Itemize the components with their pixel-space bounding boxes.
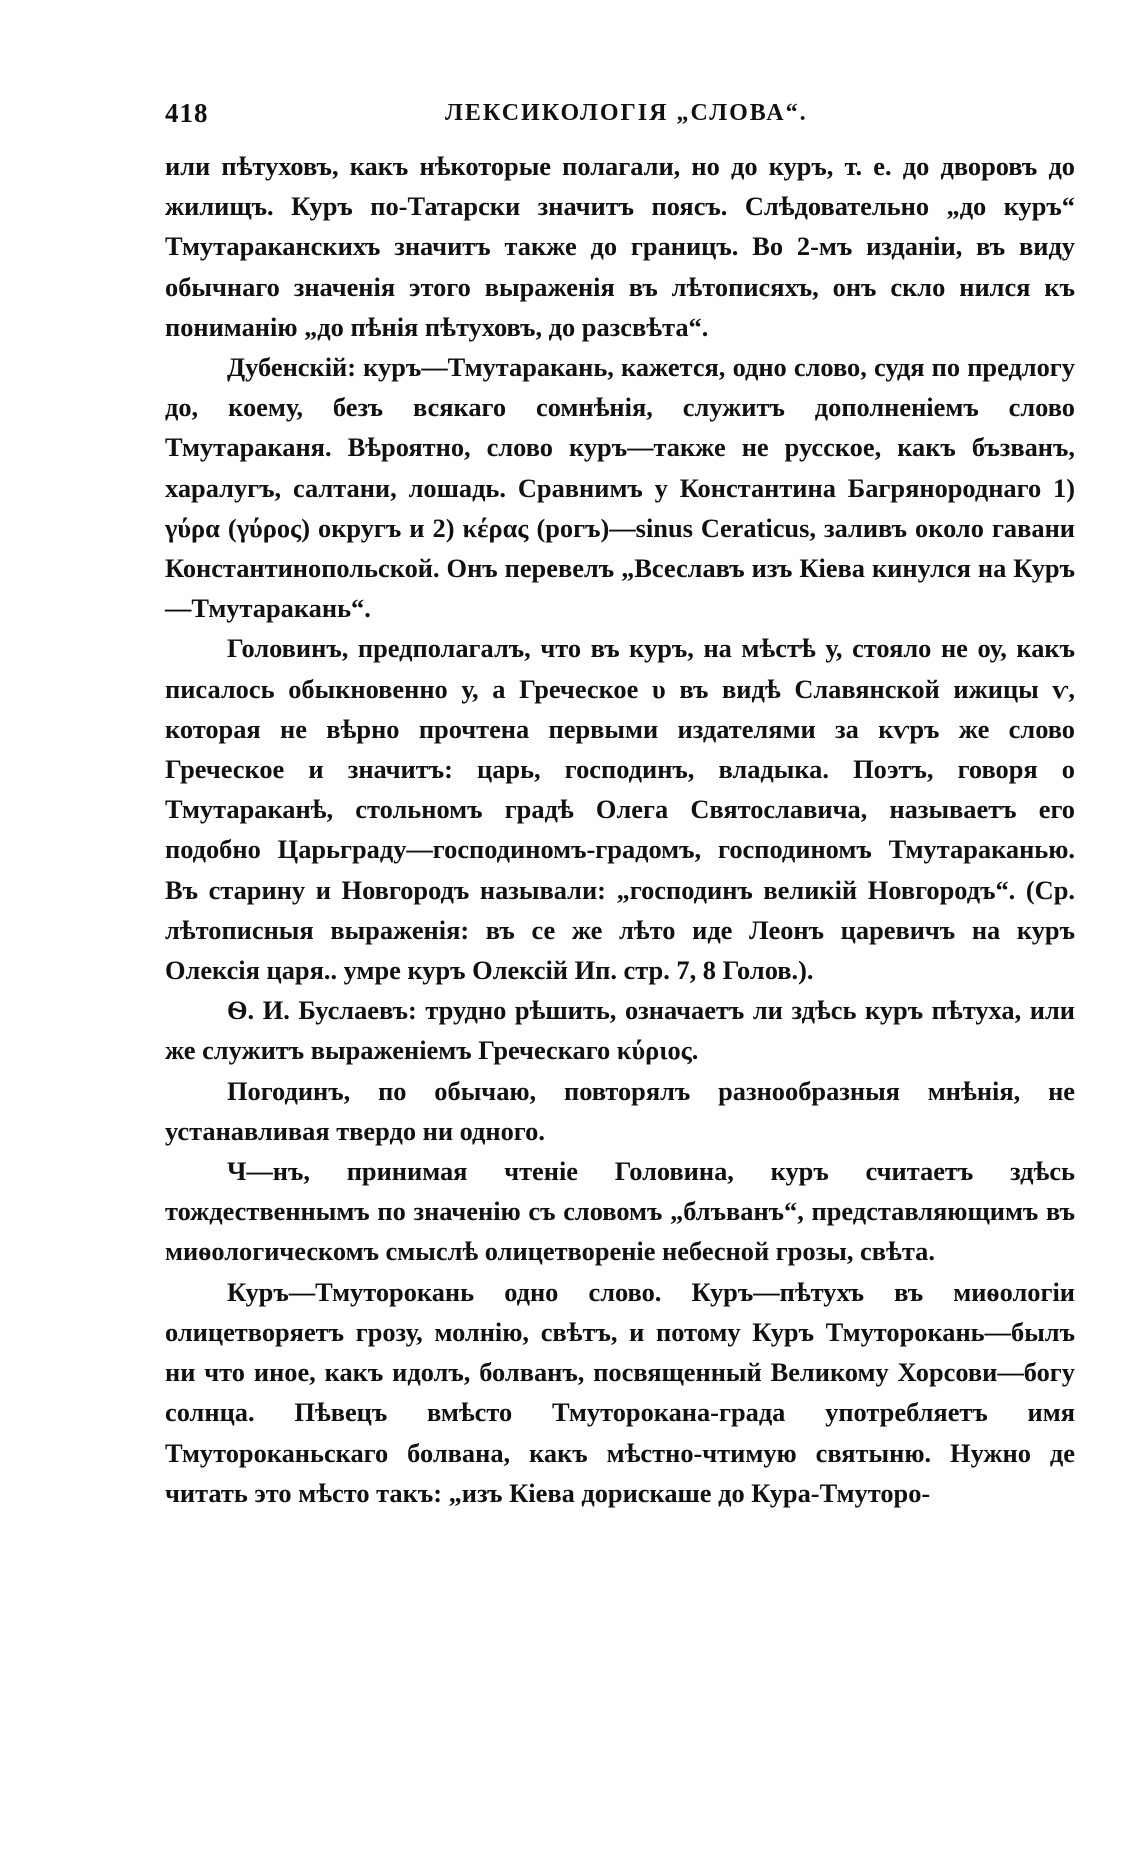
paragraph-continuation: или пѣтуховъ, какъ нѣкоторые полагали, но до куръ, т. е. до дворовъ до жилищъ. Куръ по-Татарски значитъ поясъ. Слѣдовательно „до куръ“ Тмутараканскихъ значитъ также до границъ. Во 2-мъ изданіи, въ виду обычнаго значенія этого выраженія въ лѣтописяхъ, онъ скло нился къ пониманію „до пѣнія пѣтуховъ, до разсвѣта“.	[165, 151, 1075, 342]
body-text	[165, 146, 1075, 1513]
page-number: 418	[165, 98, 209, 128]
paragraph-pogodin: Погодинъ, по обычаю, повторялъ разнообразныя мнѣнія, не устанавливая твердо ни одного.	[165, 1075, 1075, 1146]
paragraph-ch-n: Ч—нъ, принимая чтеніе Головина, куръ считаетъ здѣсь тождественнымъ по значенію съ словомъ „блъванъ“, представляющимъ въ миѳологическомъ смыслѣ олицетвореніе небесной грозы, свѣта.	[165, 1156, 1075, 1267]
paragraph-golovin: Головинъ, предполагалъ, что въ куръ, на мѣстѣ у, стояло не оу, какъ писалось обыкновенно у, а Греческое υ въ видѣ Славянской ижицы ѵ, которая не вѣрно прочтена первыми издателями за кѵръ же слово Греческое и значитъ: царь, господинъ, владыка. Поэтъ, говоря о Тмутараканѣ, стольномъ градѣ Олега Святославича, называетъ его подобно Царьграду—господиномъ-градомъ, господиномъ Тмутараканью. Въ старину и Новгородъ называли: „господинъ великій Новгородъ“. (Ср. лѣтописныя выраженія: въ се же лѣто иде Леонъ царевичъ на куръ Олексія царя.. умре куръ Олексій Ип. стр. 7, 8 Голов.).	[165, 633, 1075, 986]
paragraph-buslaev: Ѳ. И. Буслаевъ: трудно рѣшить, означаетъ ли здѣсь куръ пѣтуха, или же служитъ выраженіемъ Греческаго κύριος.	[165, 995, 1075, 1066]
paragraph-dubensky: Дубенскій: куръ—Тмутаракань, кажется, одно слово, судя по предлогу до, коему, безъ всякаго сомнѣнія, служитъ дополненіемъ слово Тмутараканя. Вѣроятно, слово куръ—также не русское, какъ бъзванъ, харалугъ, салтани, лошадь. Сравнимъ у Константина Багрянороднаго 1) γύρα (γύρος) округъ и 2) κέρας (рогъ)—sinus Ceraticus, заливъ около гавани Константинопольской. Онъ перевелъ „Всеславъ изъ Кіева кинулся на Куръ—Тмутаракань“.	[165, 352, 1075, 624]
running-title: ЛЕКСИКОЛОГІЯ „СЛОВА“.	[445, 100, 808, 126]
page-header	[165, 98, 1075, 138]
paragraph-kur-tmutorokan: Куръ—Тмуторокань одно слово. Куръ—пѣтухъ въ миѳологіи олицетворяетъ грозу, молнію, свѣтъ, и потому Куръ Тмуторокань—былъ ни что иное, какъ идолъ, болванъ, посвященный Великому Хорсови—богу солнца. Пѣвецъ вмѣсто Тмуторокана-града употребляетъ имя Тмутороканьскаго болвана, какъ мѣстно-чтимую святыню. Нужно де читать это мѣсто такъ: „изъ Кіева дорискаше до Кура-Тмуторо-	[165, 1276, 1075, 1508]
